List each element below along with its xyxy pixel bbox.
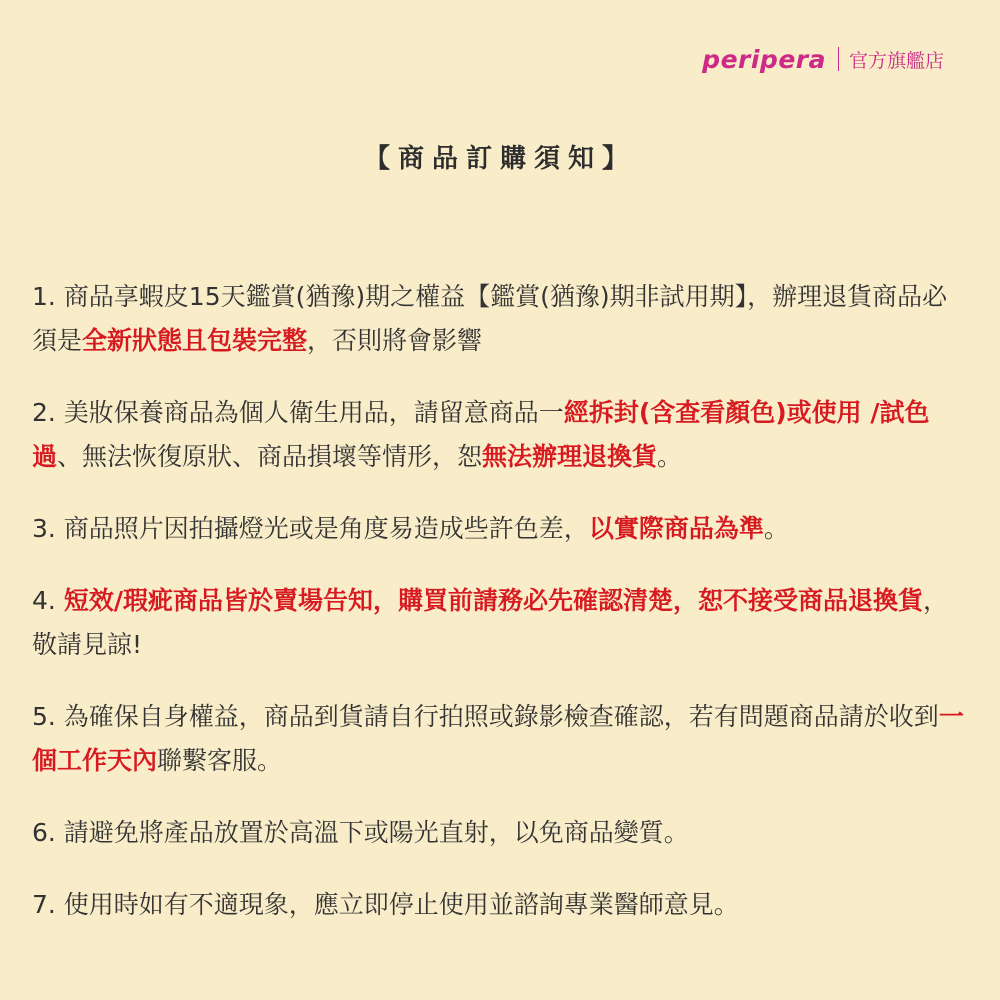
brand-store-label: 官方旗艦店 [848, 49, 944, 72]
notice-text: 聯繫客服。 [157, 746, 283, 775]
notice-highlight: 全新狀態且包裝完整 [82, 326, 308, 355]
notice-text: 。 [763, 514, 789, 543]
notice-text: 1. 商品享蝦皮15天鑑賞(猶豫)期之權益【鑑賞(猶豫)期非試用期】，辦理退貨商品必須是 [32, 282, 948, 355]
notice-highlight: 一個工作天內 [32, 702, 964, 775]
notice-highlight: 短效/瑕疵商品皆於賣場告知，購買前請務必先確認清楚，恕不接受商品退換貨 [63, 586, 923, 615]
notice-item-4 [32, 579, 972, 667]
notice-text: 。 [657, 442, 683, 471]
notice-text: 4. [32, 586, 64, 615]
notice-highlight: 經拆封(含查看顏色)或使用 /試色過 [32, 398, 930, 471]
notice-item-7 [32, 883, 972, 927]
notice-text: 5. 為確保自身權益，商品到貨請自行拍照或錄影檢查確認，若有問題商品請於收到 [32, 702, 939, 731]
notice-text: 6. 請避免將產品放置於高溫下或陽光直射，以免商品變質。 [32, 818, 689, 847]
notice-item-3 [32, 507, 972, 551]
notice-item-6 [32, 811, 972, 855]
notice-text: 、無法恢復原狀、商品損壞等情形，恕 [57, 442, 483, 471]
page-title: 【商品訂購須知】 [363, 144, 636, 174]
notice-list [32, 275, 972, 927]
notice-item-5 [32, 695, 972, 783]
brand-logo: peripera [702, 44, 826, 74]
notice-item-1 [32, 275, 972, 363]
notice-highlight: 以實際商品為準 [588, 514, 764, 543]
brand-header [702, 42, 944, 76]
notice-text: ，否則將會影響 [307, 326, 483, 355]
notice-text: ，敬請見諒! [32, 586, 948, 659]
notice-text: 3. 商品照片因拍攝燈光或是角度易造成些許色差， [32, 514, 589, 543]
notice-text: 7. 使用時如有不適現象，應立即停止使用並諮詢專業醫師意見。 [32, 890, 739, 919]
notice-text: 2. 美妝保養商品為個人衛生用品，請留意商品一 [32, 398, 564, 427]
notice-highlight: 無法辦理退換貨 [482, 442, 658, 471]
notice-item-2 [32, 391, 972, 479]
brand-divider [838, 47, 839, 71]
